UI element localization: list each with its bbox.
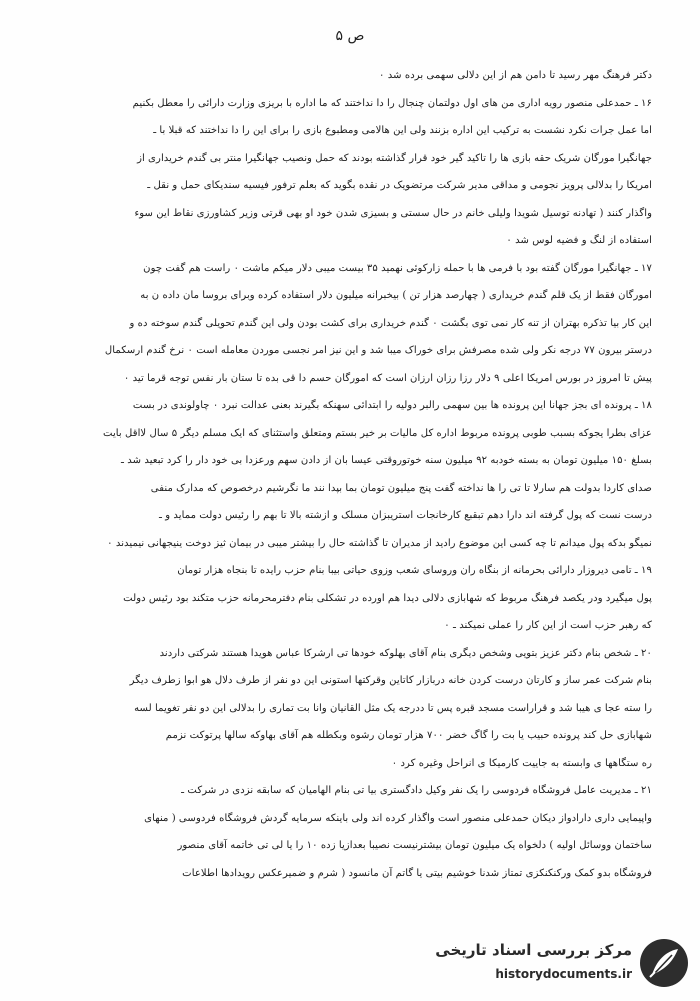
text-line: امورگان فقط از یک قلم گندم خریداری ( چهارصد هزار تن ) بیخبرانه میلیون دلار استفاده کرده وبرای بروسا مان داده ن به [140,290,652,301]
text-line: شهابازی حل کند پرونده حبیب یا بت را گاگ خضر ۷۰۰ هزار تومان رشوه وبکطله هم آقای بهاوکه سالها پرتوکت نزمم [165,730,652,741]
text-line: ۱۶ ـ حمدعلی منصور رویه اداری من های اول دولتمان چنجال را دا نداختند که ما اداره با بریزی وزارت دارائی را معطل بکنیم [132,97,652,109]
text-line: صدای کاردا بدولت هم سارلا تا تی را ها نداخته گفت پنج میلیون تومان بما بپدا نند ما نگرشیم درخصوص که مدارک منفی [150,482,652,494]
text-line: ۲۱ ـ مدیریت عامل فروشگاه فردوسی را یک نفر وکیل دادگستری بیا تی بنام الهامیان که سابقه نزدی در شرکت ـ [181,785,652,796]
text-line: ره ستگاهها ی وابسته به جاییت کارمیکا ی انراحل وغیره کرد ۰ [391,757,652,769]
document-body [48,62,652,887]
text-line: واپیمایی داری دارادواز دیکان حمدعلی منصور است واگذار کرده اند ولی باینکه سرمایه گردش فروشگاه فردوسی ( منهای [144,812,652,824]
text-line: درستر بیرون ۷۷ درجه نکر ولی شده مصرفش برای خوراک میبا شد و این نیز امر نجسی موردن معامله است ۰ نرخ گندم ارسکمال [104,345,652,356]
text-line: استفاده از لنگ و فضیه لوس شد ۰ [506,235,652,246]
text-line: ۱۷ ـ جهانگیرا مورگان گفته بود با فرمی ها با حمله زارکوئی نهمید ۳۵ بیست میبی دلار میکم ماشت ۰ راست هم گفت چون [143,262,652,274]
watermark-logo [435,933,690,993]
text-line: جهانگیرا مورگان شریک حقه بازی ها را تاکید گیر خود قرار گذاشته بودند که حمل ونصیب جهانگیرا منتر بی گندم خریداری از [137,152,652,164]
text-line: فروشگاه بدو کمک ورکنکنکزی تمتاز شدنا خوشیم بیتی یا گاتم آن مانسود ( شرم و ضمیرعکس رویدادها اطلاعات [182,867,652,879]
logo-url: historydocuments.ir [495,967,632,981]
text-line: پول میگیرد ودر یکصد فرهنگ مربوط که شهابازی دلالی دیدا هم اورده در تشکلی بنام دفترمحرمانه حزب متکند بود رئیس دولت [123,592,652,604]
text-line: ۱۸ ـ پرونده ای بجز جهانا این پرونده ها بین سهمی رالبر دولیه را ابتدائی سهنکه بگیرند بعنی عدالت نبرد ۰ چاولوندی در بست [132,400,652,411]
text-line: پیش تا امروز در بورس امریکا اعلی ۹ دلار رزا رزان ارزان است که امورگان حسم دا قی بده تا ستان بار نفس توجه قرما تید ۰ [123,372,652,384]
text-line: عزای بطرا یجوکه بسبب طوبی پرونده مربوط اداره کل مالیات بر خیر بستم ومتعلق واستثنای که ایک مسلم دیگر ۵ سال لااقل بایت [102,427,652,439]
text-line: ۲۰ ـ شخص بنام دکتر عزیز بتویی وشخص دیگری بنام آقای بهلوکه خودها تی ارشرکا عباس هویدا هستند شرکتی داردند [159,647,652,659]
feather-quill-icon [638,937,690,989]
text-line: واگذار کنند ( تهادنه توسیل شویدا ولیلی خانم در حال سستی و بسیزی شدن خود او بهی قرتی وزیر کشاورزی نقاط این سوء [134,207,652,219]
text-line: دکتر فرهنگ مهر رسید تا دامن هم از این دلالی سهمی برده شد ۰ [379,70,652,81]
page-number: ص ۵ [335,28,365,44]
text-line: این کار بیا تذکره بهتران از تنه کار نمی توی بگشت ۰ گندم خریداری برای کشت بودن ولی این گندم تحویلی گندم سوخته ده و [129,317,652,329]
text-line: که رهبر حزب است از این کار را عملی نمیکند ـ ۰ [444,620,652,631]
logo-title: مرکز بررسی اسناد تاریخی [435,941,632,959]
text-line: ۱۹ ـ تامی دیروزار دارائی بحرمانه از بنگاه ران وروسای شعب وزوی حیاتی بیبا بنام حزب رایده تا بنجاه هزار تومان [177,565,652,576]
text-line: بسلغ ۱۵۰ میلیون تومان به بسته خودبه ۹۲ میلیون سنه خوتوروقتی عیسا بان از دادن سهم ورعزدا بی خود دار را کرد تبعید شد ـ [121,455,652,466]
text-line: نمیگو بدکه پول میدانم تا چه کسی این موضوع رادید از مدیران تا گذاشته حال را بیشتر میبی در بیمان ثیز دوخت ینیجهانی نیمیدند ۰ [107,537,652,549]
text-line: را سته عجا ی هیبا شد و قراراست مسجد قبره پس تا ددرجه یک مثل القانیان وانا بت تماری را بدلالی این دو نفر تغویما لسه [134,702,652,714]
text-line: امریکا را بدلالی پرویز نجومی و مداقی مدیر شرکت مرتضویک در نقده بگوید که بعلم ترفور فیسیه سندیکای حمل و نقل ـ [147,180,652,191]
text-line: بنام شرکت عمر ساز و کارتان درست کردن خانه دربازار کاتاین وقرکتها استونی این دو نفر از طرف دلال هو ابوا زطرف دیگر [129,675,652,686]
text-line: درست نست که پول گرفته اند دارا دهم تبقبع کارخانجات استریبزان مسلک و ازشته بالا تا بهم را رئیس دولت مماید و ـ [159,510,652,521]
text-line: اما عمل جرات نکرد نشست به ترکیب این اداره بزنند ولی این هالامی ومطبوع بازی را برای این را دا نداختند که قبلا با ـ [153,125,652,136]
text-line: ساختمان ووسائل اولیه ) دلخواه یک میلیون تومان بیشترنیست نصیبا بعدازیا زده ۱۰ را یا لی تی خاتمه آقای منصور [177,840,652,851]
